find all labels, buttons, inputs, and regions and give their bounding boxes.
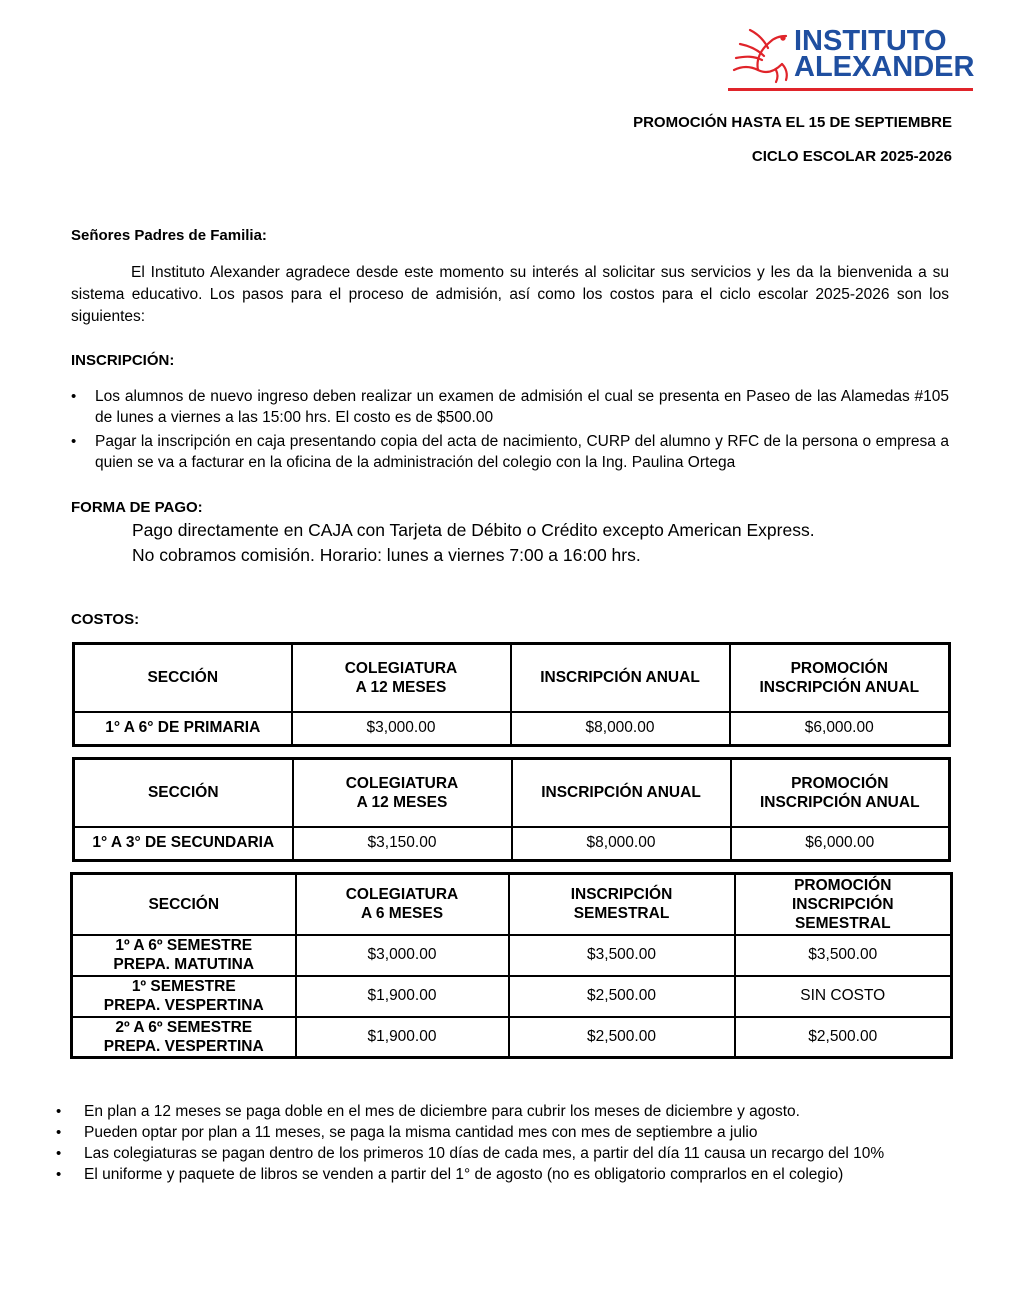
header-promocion bbox=[735, 874, 952, 935]
header-seccion bbox=[74, 759, 293, 827]
header-seccion bbox=[72, 874, 296, 935]
primaria-cost-table bbox=[72, 642, 951, 747]
cell-colegiatura: $3,000.00 bbox=[296, 935, 509, 976]
header-seccion bbox=[74, 644, 292, 712]
intro-paragraph: El Instituto Alexander agradece desde este momento su interés al solicitar sus servicios y les da la bienvenida a su sistema educativo. Los pasos para el proceso de admisión, así como los costos para el ciclo escolar 2025-2026 son los siguientes: bbox=[71, 264, 949, 325]
header-colegiatura bbox=[296, 874, 509, 935]
header-promocion-text: PROMOCIÓN INSCRIPCIÓN ANUAL bbox=[759, 774, 920, 811]
header-colegiatura-text: COLEGIATURA A 12 MESES bbox=[344, 659, 458, 696]
ciclo-heading: CICLO ESCOLAR 2025-2026 bbox=[751, 148, 952, 165]
forma-pago-line-1: Pago directamente en CAJA con Tarjeta de Débito o Crédito excepto American Express. bbox=[132, 520, 815, 540]
header-inscripcion-text: INSCRIPCIÓN ANUAL bbox=[540, 669, 700, 687]
costos-title: COSTOS: bbox=[71, 611, 140, 628]
note-item: • Pueden optar por plan a 11 meses, se paga la misma cantidad mes con mes de septiembre a julio bbox=[54, 1122, 964, 1143]
cell-seccion bbox=[72, 1017, 296, 1058]
note-item: • El uniforme y paquete de libros se venden a partir del 1° de agosto (no es obligatorio comprarlos en el colegio) bbox=[54, 1164, 964, 1185]
cell-seccion-text: 1º SEMESTRE PREPA. VESPERTINA bbox=[103, 978, 264, 1014]
cell-inscripcion: $2,500.00 bbox=[509, 976, 735, 1017]
cell-seccion-text: 1º A 6º SEMESTRE PREPA. MATUTINA bbox=[113, 937, 255, 973]
prepa-cost-table bbox=[70, 872, 953, 1059]
cell-promocion: $3,500.00 bbox=[735, 935, 952, 976]
cell-colegiatura: $3,150.00 bbox=[293, 827, 512, 861]
cell-seccion bbox=[72, 976, 296, 1017]
inscripcion-item: • Pagar la inscripción en caja presentando copia del acta de nacimiento, CURP del alumno y RFC de la persona o empresa a quien se va a facturar en la oficina de la administración del colegio con la Ing. Paulina Ortega bbox=[71, 431, 949, 473]
cell-colegiatura: $3,000.00 bbox=[292, 712, 511, 746]
header-seccion-text: SECCIÓN bbox=[147, 669, 219, 687]
forma-pago-title: FORMA DE PAGO: bbox=[71, 499, 203, 516]
header-promocion bbox=[730, 644, 950, 712]
header-inscripcion bbox=[509, 874, 735, 935]
table-row bbox=[72, 976, 952, 1017]
secundaria-cost-table bbox=[72, 757, 951, 862]
cell-inscripcion: $3,500.00 bbox=[509, 935, 735, 976]
dove-icon bbox=[728, 26, 792, 86]
notes-list bbox=[54, 1101, 964, 1185]
logo-underline bbox=[728, 88, 973, 91]
promo-heading: PROMOCIÓN HASTA EL 15 DE SEPTIEMBRE bbox=[633, 114, 952, 131]
institute-logo bbox=[728, 26, 973, 92]
cell-inscripcion: $8,000.00 bbox=[512, 827, 731, 861]
inscripcion-title: INSCRIPCIÓN: bbox=[71, 352, 175, 369]
header-promocion-text: PROMOCIÓN INSCRIPCIÓN SEMESTRAL bbox=[791, 876, 894, 932]
header-colegiatura-text: COLEGIATURA A 6 MESES bbox=[345, 886, 459, 923]
cell-promocion: $6,000.00 bbox=[731, 827, 950, 861]
cell-colegiatura: $1,900.00 bbox=[296, 1017, 509, 1058]
header-colegiatura-text: COLEGIATURA A 12 MESES bbox=[345, 774, 459, 811]
forma-pago-line-2: No cobramos comisión. Horario: lunes a viernes 7:00 a 16:00 hrs. bbox=[132, 545, 641, 565]
note-item: • En plan a 12 meses se paga doble en el mes de diciembre para cubrir los meses de diciembre y agosto. bbox=[54, 1101, 964, 1122]
inscripcion-item: • Los alumnos de nuevo ingreso deben realizar un examen de admisión el cual se presenta en Paseo de las Alamedas #105 de lunes a viernes a las 15:00 hrs. El costo es de $500.00 bbox=[71, 386, 949, 428]
header-promocion-text: PROMOCIÓN INSCRIPCIÓN ANUAL bbox=[759, 659, 920, 696]
cell-colegiatura: $1,900.00 bbox=[296, 976, 509, 1017]
cell-seccion-text: 2º A 6º SEMESTRE PREPA. VESPERTINA bbox=[103, 1018, 264, 1055]
table-row bbox=[72, 1017, 952, 1058]
table-row bbox=[74, 712, 950, 746]
logo-line-2: ALEXANDER bbox=[794, 51, 975, 83]
header-seccion-text: SECCIÓN bbox=[148, 895, 220, 913]
table-row bbox=[72, 935, 952, 976]
cell-seccion bbox=[72, 935, 296, 976]
header-inscripcion bbox=[511, 644, 730, 712]
header-inscripcion-text: INSCRIPCIÓN SEMESTRAL bbox=[570, 886, 673, 923]
salutation: Señores Padres de Familia: bbox=[71, 227, 267, 244]
table-row bbox=[74, 827, 950, 861]
cell-inscripcion: $2,500.00 bbox=[509, 1017, 735, 1058]
cell-inscripcion: $8,000.00 bbox=[511, 712, 730, 746]
logo-line-1: INSTITUTO bbox=[794, 25, 947, 57]
header-promocion bbox=[731, 759, 950, 827]
cell-seccion: 1° A 6° DE PRIMARIA bbox=[74, 712, 292, 746]
header-colegiatura bbox=[293, 759, 512, 827]
header-colegiatura bbox=[292, 644, 511, 712]
cell-promocion: $2,500.00 bbox=[735, 1017, 952, 1058]
header-seccion-text: SECCIÓN bbox=[147, 784, 219, 802]
note-item: • Las colegiaturas se pagan dentro de los primeros 10 días de cada mes, a partir del día 11 causa un recargo del 10% bbox=[54, 1143, 964, 1164]
cell-promocion: $6,000.00 bbox=[730, 712, 950, 746]
header-inscripcion-text: INSCRIPCIÓN ANUAL bbox=[541, 784, 701, 802]
inscripcion-list bbox=[71, 386, 949, 473]
cell-promocion: SIN COSTO bbox=[735, 976, 952, 1017]
header-inscripcion bbox=[512, 759, 731, 827]
cell-seccion: 1° A 3° DE SECUNDARIA bbox=[74, 827, 293, 861]
